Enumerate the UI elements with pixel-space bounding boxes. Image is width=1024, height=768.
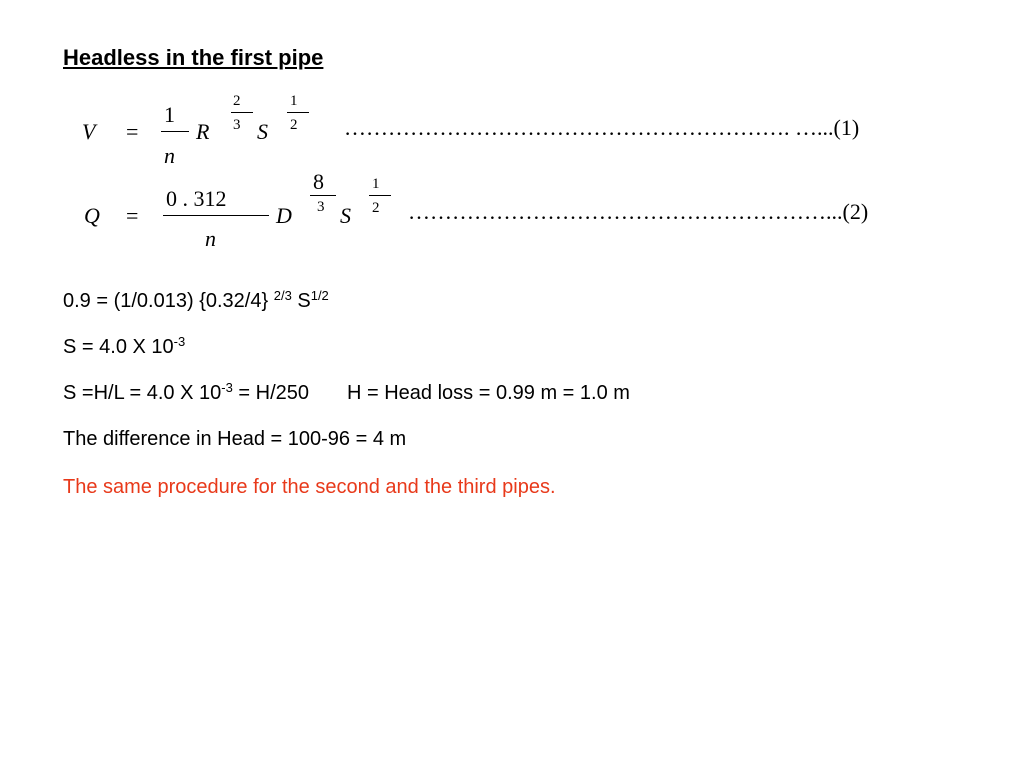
- eq1-leader-label: ……………………………………………………. …...(1): [344, 115, 860, 140]
- calc-line-1-exp2: 1/2: [310, 288, 329, 303]
- eq1-exp2-fraction-bar: [287, 112, 309, 113]
- eq1-var-s: S: [257, 119, 268, 144]
- eq2-var-d: D: [276, 203, 292, 228]
- equations-block: [0, 0, 1024, 260]
- calc-line-3-exp: -3: [221, 380, 233, 395]
- eq1-coef-numerator: 1: [164, 102, 175, 127]
- eq1-equals: =: [126, 119, 139, 144]
- eq1-var-r: R: [196, 119, 210, 144]
- calc-line-1-main: 0.9 = (1/0.013) {0.32/4}: [63, 290, 274, 312]
- calc-line-1-mid: S: [291, 290, 311, 312]
- eq1-exp2-numerator: 1: [290, 93, 298, 109]
- eq1-exp1-fraction-bar: [231, 112, 253, 113]
- eq1-exp1-denominator: 3: [233, 117, 241, 133]
- calc-line-1: [63, 290, 329, 313]
- eq2-exp1-denominator: 3: [317, 199, 325, 215]
- eq2-exp2-fraction-bar: [369, 195, 391, 196]
- calc-line-2-exp: -3: [173, 334, 186, 349]
- calc-line-1-exp1: 2/3: [273, 288, 292, 303]
- eq2-exp1-fraction-bar: [310, 195, 336, 196]
- eq2-coef-numerator: 0 . 312: [166, 186, 227, 211]
- calc-line-3-length: = H/250: [232, 382, 309, 404]
- eq1-coef-denominator: n: [164, 143, 175, 168]
- eq2-var-s: S: [340, 203, 351, 228]
- eq2-leader-label: …………………………………………………...(2): [408, 199, 869, 224]
- calc-line-4: The difference in Head = 100-96 = 4 m: [63, 428, 407, 450]
- eq2-lhs: Q: [84, 203, 100, 228]
- calc-line-2-main: S = 4.0 X 10: [63, 336, 174, 358]
- note-line: The same procedure for the second and the third pipes.: [63, 476, 556, 498]
- eq2-exp2-numerator: 1: [372, 176, 380, 192]
- page-title: Headless in the first pipe: [63, 45, 324, 70]
- eq1-lhs: V: [82, 119, 96, 144]
- eq1-exp1-numerator: 2: [233, 93, 241, 109]
- calc-line-3-slope: S =H/L = 4.0 X 10: [63, 382, 222, 404]
- eq2-equals: =: [126, 203, 139, 228]
- eq2-exp1-numerator: 8: [313, 169, 324, 194]
- eq2-coef-denominator: n: [205, 226, 216, 251]
- calc-line-3: [63, 382, 630, 405]
- eq1-coef-fraction-bar: [161, 131, 189, 132]
- eq2-exp2-denominator: 2: [372, 200, 380, 216]
- eq1-exp2-denominator: 2: [290, 117, 298, 133]
- eq2-coef-fraction-bar: [163, 215, 269, 216]
- calc-line-2: [63, 336, 185, 359]
- calc-line-3-head-loss: H = Head loss = 0.99 m = 1.0 m: [347, 382, 630, 404]
